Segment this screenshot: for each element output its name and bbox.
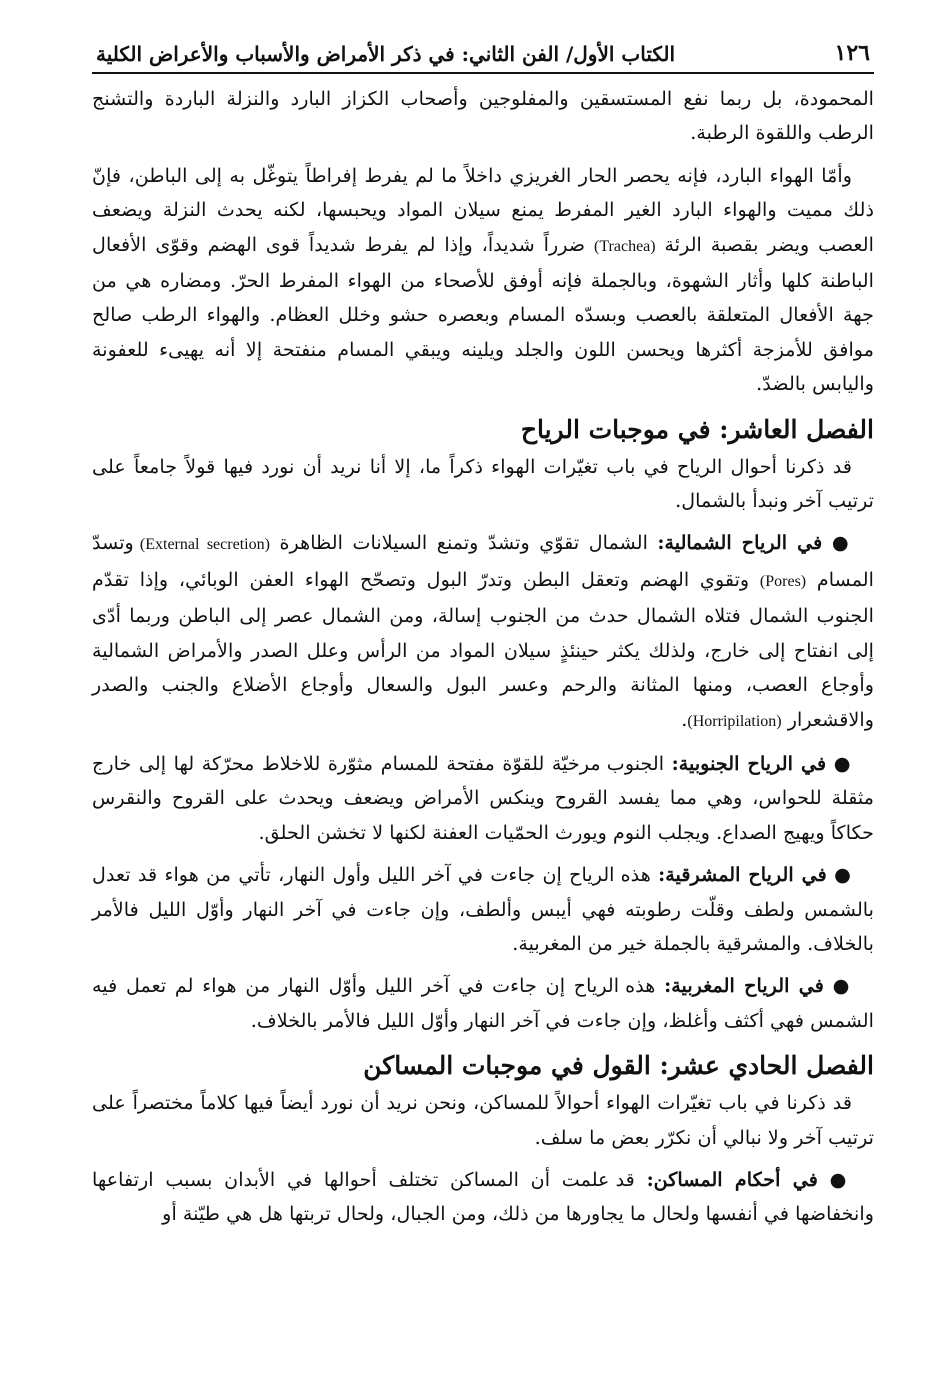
latin-term: (External secretion) [139, 536, 270, 554]
paragraph-text: هذه الرياح إن جاءت في آخر الليل وأوّل النهار من هواء لم تعمل فيه الشمس فهي أكثف وأغلظ، وإن جاءت في آخر النهار وأوّل الليل فالأمر بالخلاف. [92, 974, 874, 1032]
paragraph-text: قد ذكرنا أحوال الرياح في باب تغيّرات الهواء ذكراً ما، إلا أنا نريد أن نورد فيها قولاً جامعاً على ترتيب آخر ونبدأ بالشمال. [92, 454, 874, 513]
page-number: ١٢٦ [834, 40, 870, 66]
paragraph-text: المحمودة، بل ربما نفع المستسقين والمفلوجين وأصحاب الكزاز البارد والنزلة الباردة والتشنج الرطب واللقوة الرطبة. [92, 87, 874, 145]
paragraph-text: وأمّا الهواء البارد، فإنه يحصر الحار الغريزي داخلاً ما لم يفرط إفراطاً يتوغّل به إلى الباطن، فإنّ ذلك مميت والهواء البارد الغير المفرط يمنع سيلان المواد ويحبسها، لكنه يحدث النزلة ويضعف العصب ويضر بقصبة الرئة [92, 163, 874, 256]
section-term: في الرياح المشرقية: [658, 863, 827, 887]
book-page [92, 24, 874, 1240]
section-term: في الرياح الجنوبية: [671, 751, 827, 775]
running-head: الكتاب الأول/ الفن الثاني: في ذكر الأمراض والأسباب والأعراض الكلية [96, 42, 676, 66]
page-header [92, 24, 874, 74]
section-dwellings [92, 1163, 874, 1232]
chapter-intro [92, 1086, 874, 1155]
bullet-icon: ● [829, 1167, 852, 1191]
paragraph-text: الجنوب مرخيّة للقوّة مفتحة للمسام مثوّرة للاخلاط محرّكة لها إلى خارج مثقلة للحواس، وهي مما يفسد القروح وينكس الأمراض ويضعف ويحدث على القروح والنقرس حكاكاً ويهيج الصداع. ويجلب النوم ويورث الحمّيات العفنة لكنها لا تخشن الحلق. [92, 751, 874, 844]
section-term: في أحكام المساكن: [646, 1167, 818, 1191]
page-body [92, 82, 874, 1232]
chapter-intro [92, 450, 874, 519]
section-east-winds [92, 858, 874, 961]
paragraph-text: ضرراً شديداً، وإذا لم يفرط شديداً قوى الهضم وقوّى الأفعال الباطنة كلها وأثار الشهوة، وبالجملة فإنه أوفق للأصحاء من الهواء المفرط الحرّ. ومضاره هي من جهة الأفعال المتعلقة بالعصب وبسدّه المسام وبعصره حشو وخلل العظام. والهواء الرطب صالح موافق للأمزجة أكثرها ويحسن اللون والجلد ويلينه ويبقي المسام منفتحة إلا أنه يهيىء للعفونة واليابس بالضدّ. [92, 232, 874, 396]
paragraph-text: قد علمت أن المساكن تختلف أحوالها في الأبدان بسبب ارتفاعها وانخفاضها في أنفسها ولحال ما يجاورها من ذلك، ومن الجبال، ولحال تربتها هل هي طيّنة أو [92, 1167, 874, 1226]
latin-term: (Trachea) [594, 237, 656, 255]
paragraph-text: الشمال تقوّي وتشدّ وتمنع السيلانات الظاهرة [279, 531, 648, 555]
paragraph-cold-air [92, 159, 874, 402]
bullet-icon: ● [834, 863, 853, 887]
section-north-winds [92, 526, 874, 738]
chapter-heading: الفصل العاشر: في موجبات الرياح [520, 414, 874, 444]
bullet-icon: ● [833, 751, 852, 775]
section-term: في الرياح المغربية: [664, 974, 824, 998]
paragraph-text: هذه الرياح إن جاءت في آخر الليل وأول النهار، تأتي من هواء قد تعدل بالشمس ولطف وقلّت رطوبته فهي أيبس وألطف، وإن جاءت في آخر النهار وأوّل الليل فالأمر بالخلاف. والمشرقية بالجملة خير من المغربية. [92, 863, 874, 955]
paragraph-text: وتقوي الهضم وتعقل البطن وتدرّ البول وتصحّح الهواء العفن الوبائي، وإذا تقدّم الجنوب الشمال فتلاه الشمال حدث من الجنوب إسالة، ومن الشمال عصر إلى الباطن وربما أدّى إلى انفتاح إلى خارج، ولذلك يكثر حينئذٍ سيلان المواد من الرأس وعلل الصدر والأمراض الشمالية وأوجاع العصب، ومنها المثانة والرحم وعسر البول والسعال وأوجاع الأضلاع والجنب والصدر والاقشعرار [92, 567, 874, 731]
paragraph-intro [92, 82, 874, 151]
bullet-icon: ● [832, 974, 853, 998]
paragraph-text: قد ذكرنا في باب تغيّرات الهواء أحوالاً للمساكن، ونحن نريد أن نورد أيضاً فيها كلاماً مختصراً على ترتيب آخر ولا نبالي أن نكرّر بعض ما سلف. [92, 1091, 874, 1149]
section-south-winds [92, 747, 874, 850]
section-term: في الرياح الشمالية: [657, 531, 823, 555]
chapter-heading: الفصل الحادي عشر: القول في موجبات المساكن [363, 1051, 874, 1081]
paragraph-text: . [681, 707, 688, 731]
section-west-winds [92, 969, 874, 1038]
latin-term: (Pores) [759, 572, 807, 590]
bullet-icon: ● [831, 531, 853, 555]
paragraph-text: وتسدّ المسام [92, 531, 874, 591]
latin-term: (Horripilation) [687, 712, 782, 730]
